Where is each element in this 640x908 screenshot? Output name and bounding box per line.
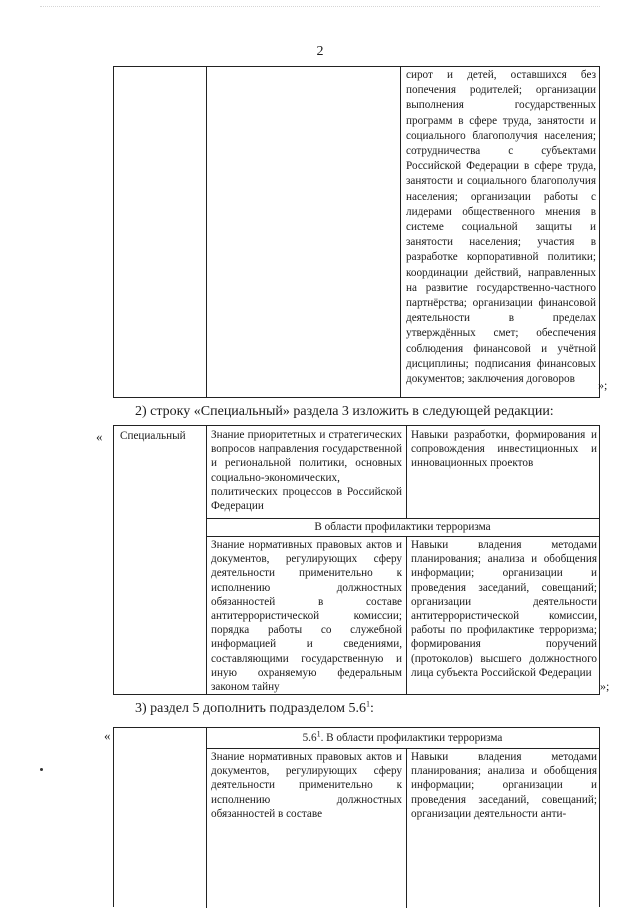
paragraph-3-superscript: 1 [366,699,370,709]
table-1-closing-quote: »; [598,378,608,392]
table-2-closing-quote: »; [600,679,610,693]
table-2-divider [406,536,407,694]
table-3-skills: Навыки владения методами планирования; анализа и обобщения информации; организации и проведения заседаний, совещаний; организации деятельности анти- [411,751,597,820]
paragraph-3-suffix: : [370,701,374,716]
table-1-col3-text: сирот и детей, оставшихся без попечения родителей; организации выполнения государственных программ в сфере труда, занятости и социального благополучия населения; сотрудничества с субъектами Российской Федерации в сфере труда, занятости и социального благополучия населения; организации работы с лидерами общественного мнения в системе социальной защиты и занятости населения; участия в разработке корпоративной политики; координации действий, направленных на развитие государственно-частного партнёрства; организации финансовой деятельности в пределах утверждённых смет; обеспечения соблюдения финансовой и учётной дисциплины; подписания финансовых документов; заключения договоров [406,69,596,386]
table-2-row2-knowledge: Знание нормативных правовых актов и документов, регулирующих сферу деятельности применительно к исполнению должностных обязанностей в составе антитеррористической комиссии; порядка работы со служебной информацией и сведениями, составляющими государственную и иную охраняемую федеральным законом тайну [211,539,402,694]
table-2-subheader: В области профилактики терроризма [314,521,491,533]
table-2-category: Специальный [120,430,186,442]
table-3 [113,727,600,907]
table-2-divider [406,426,407,518]
table-3-header-text: . В области профилактики терроризма [320,732,503,744]
paragraph-2: 2) строку «Специальный» раздела 3 изложить в следующей редакции: [135,404,554,419]
table-2-divider [206,426,207,694]
table-1-divider [206,67,207,397]
table-2-open-quote: « [96,429,103,444]
table-1 [113,66,600,398]
table-3-open-quote: « [104,728,111,743]
table-2-row2-skills: Навыки владения методами планирования; анализа и обобщения информации; организации и проведения заседаний, совещаний; организации деятельности антитеррористической комиссии, работы по профилактике терроризма; формирования поручений (протоколов) высшего должностного лица субъекта Российской Федерации [411,539,597,679]
table-3-divider [206,748,599,749]
scan-artifact [40,6,600,15]
table-3-knowledge: Знание нормативных правовых актов и документов, регулирующих сферу деятельности применительно к исполнению должностных обязанностей в составе [211,751,402,820]
table-2-row1-skills: Навыки разработки, формирования и сопровождения инвестиционных и инновационных проектов [411,429,597,470]
paragraph-3-text: 3) раздел 5 дополнить подразделом 5.6 [135,701,366,716]
table-2-row1-knowledge: Знание приоритетных и стратегических вопросов направления государственной и региональной политики, основных социально-экономических, политических процессов в Российской Федерации [211,429,402,513]
table-2-divider [206,518,599,519]
scan-speck [40,768,43,771]
table-3-header-superscript: 1 [316,729,321,739]
table-3-divider [406,748,407,908]
table-2 [113,425,600,695]
table-3-divider [206,728,207,908]
paragraph-3 [135,701,374,717]
table-2-divider [206,536,599,537]
page-number: 2 [316,44,324,59]
table-3-header [206,731,599,745]
table-3-header-number: 5.6 [302,732,317,744]
